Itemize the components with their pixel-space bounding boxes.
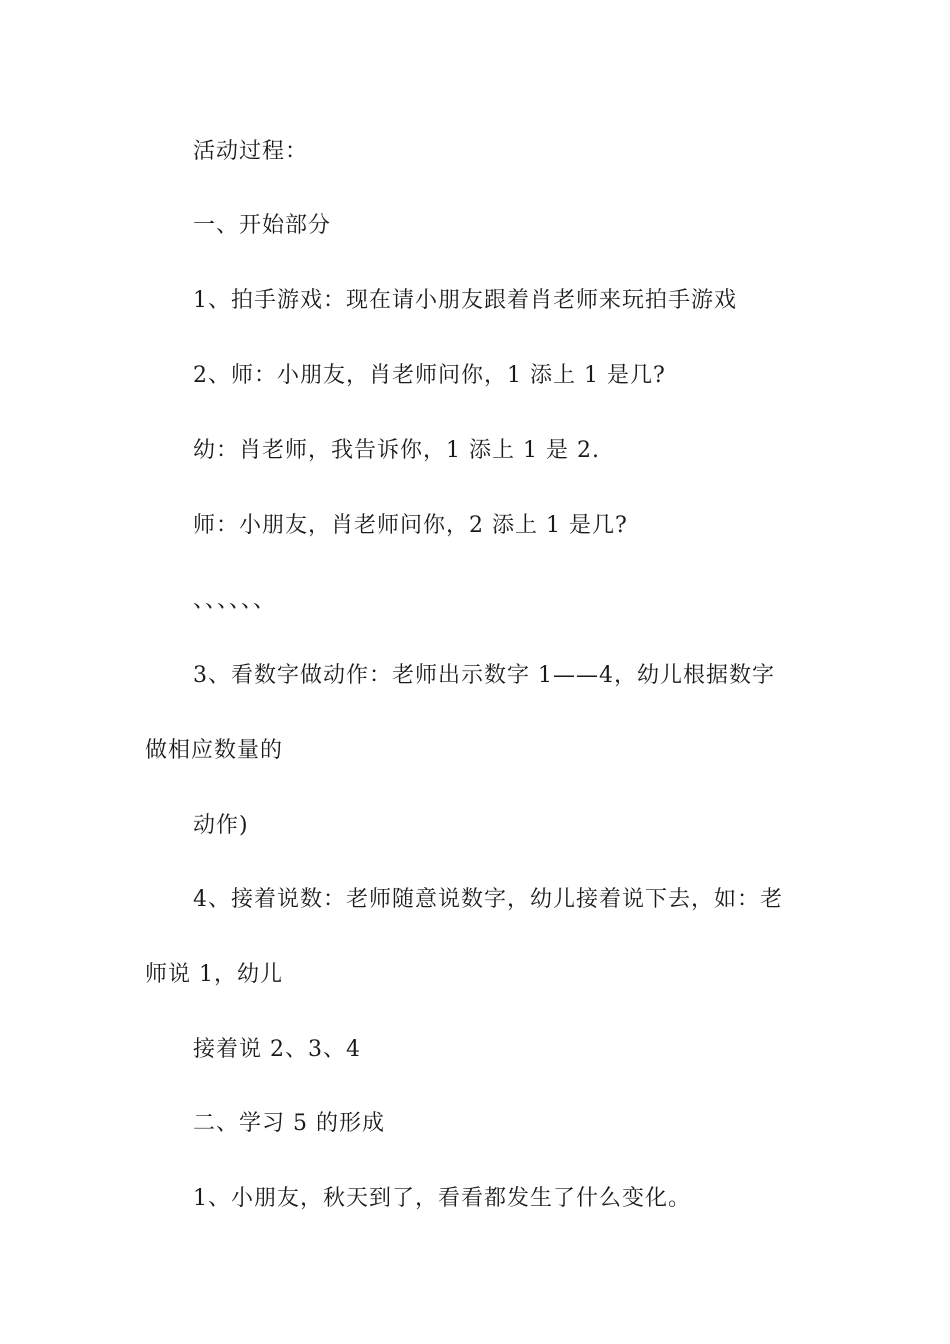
paragraph-number-actions-cont-1: 做相应数量的 [145,738,284,763]
paragraph-autumn-changes: 1、小朋友，秋天到了，看看都发生了什么变化。 [193,1186,691,1211]
paragraph-clap-game: 1、拍手游戏：现在请小朋友跟着肖老师来玩拍手游戏 [193,288,737,313]
paragraph-continue-counting: 4、接着说数：老师随意说数字，幼儿接着说下去，如：老 [193,887,783,912]
section-heading-activity-process: 活动过程： [193,139,309,164]
paragraph-child-answer: 幼：肖老师，我告诉你，1 添上 1 是 2. [193,438,600,463]
paragraph-teacher-question-1: 2、师：小朋友，肖老师问你，1 添上 1 是几? [193,363,666,388]
paragraph-continue-counting-cont-1: 师说 1，幼儿 [145,962,283,987]
paragraph-number-actions-cont-2: 动作) [193,813,249,838]
paragraph-ellipsis-marks: 、、、、、、 [193,588,277,613]
heading-part-one: 一、开始部分 [193,213,332,238]
paragraph-number-actions: 3、看数字做动作：老师出示数字 1——4，幼儿根据数字 [193,663,775,688]
paragraph-teacher-question-2: 师：小朋友，肖老师问你，2 添上 1 是几? [193,513,628,538]
paragraph-continue-counting-cont-2: 接着说 2、3、4 [193,1037,361,1062]
heading-part-two: 二、学习 5 的形成 [193,1111,385,1136]
